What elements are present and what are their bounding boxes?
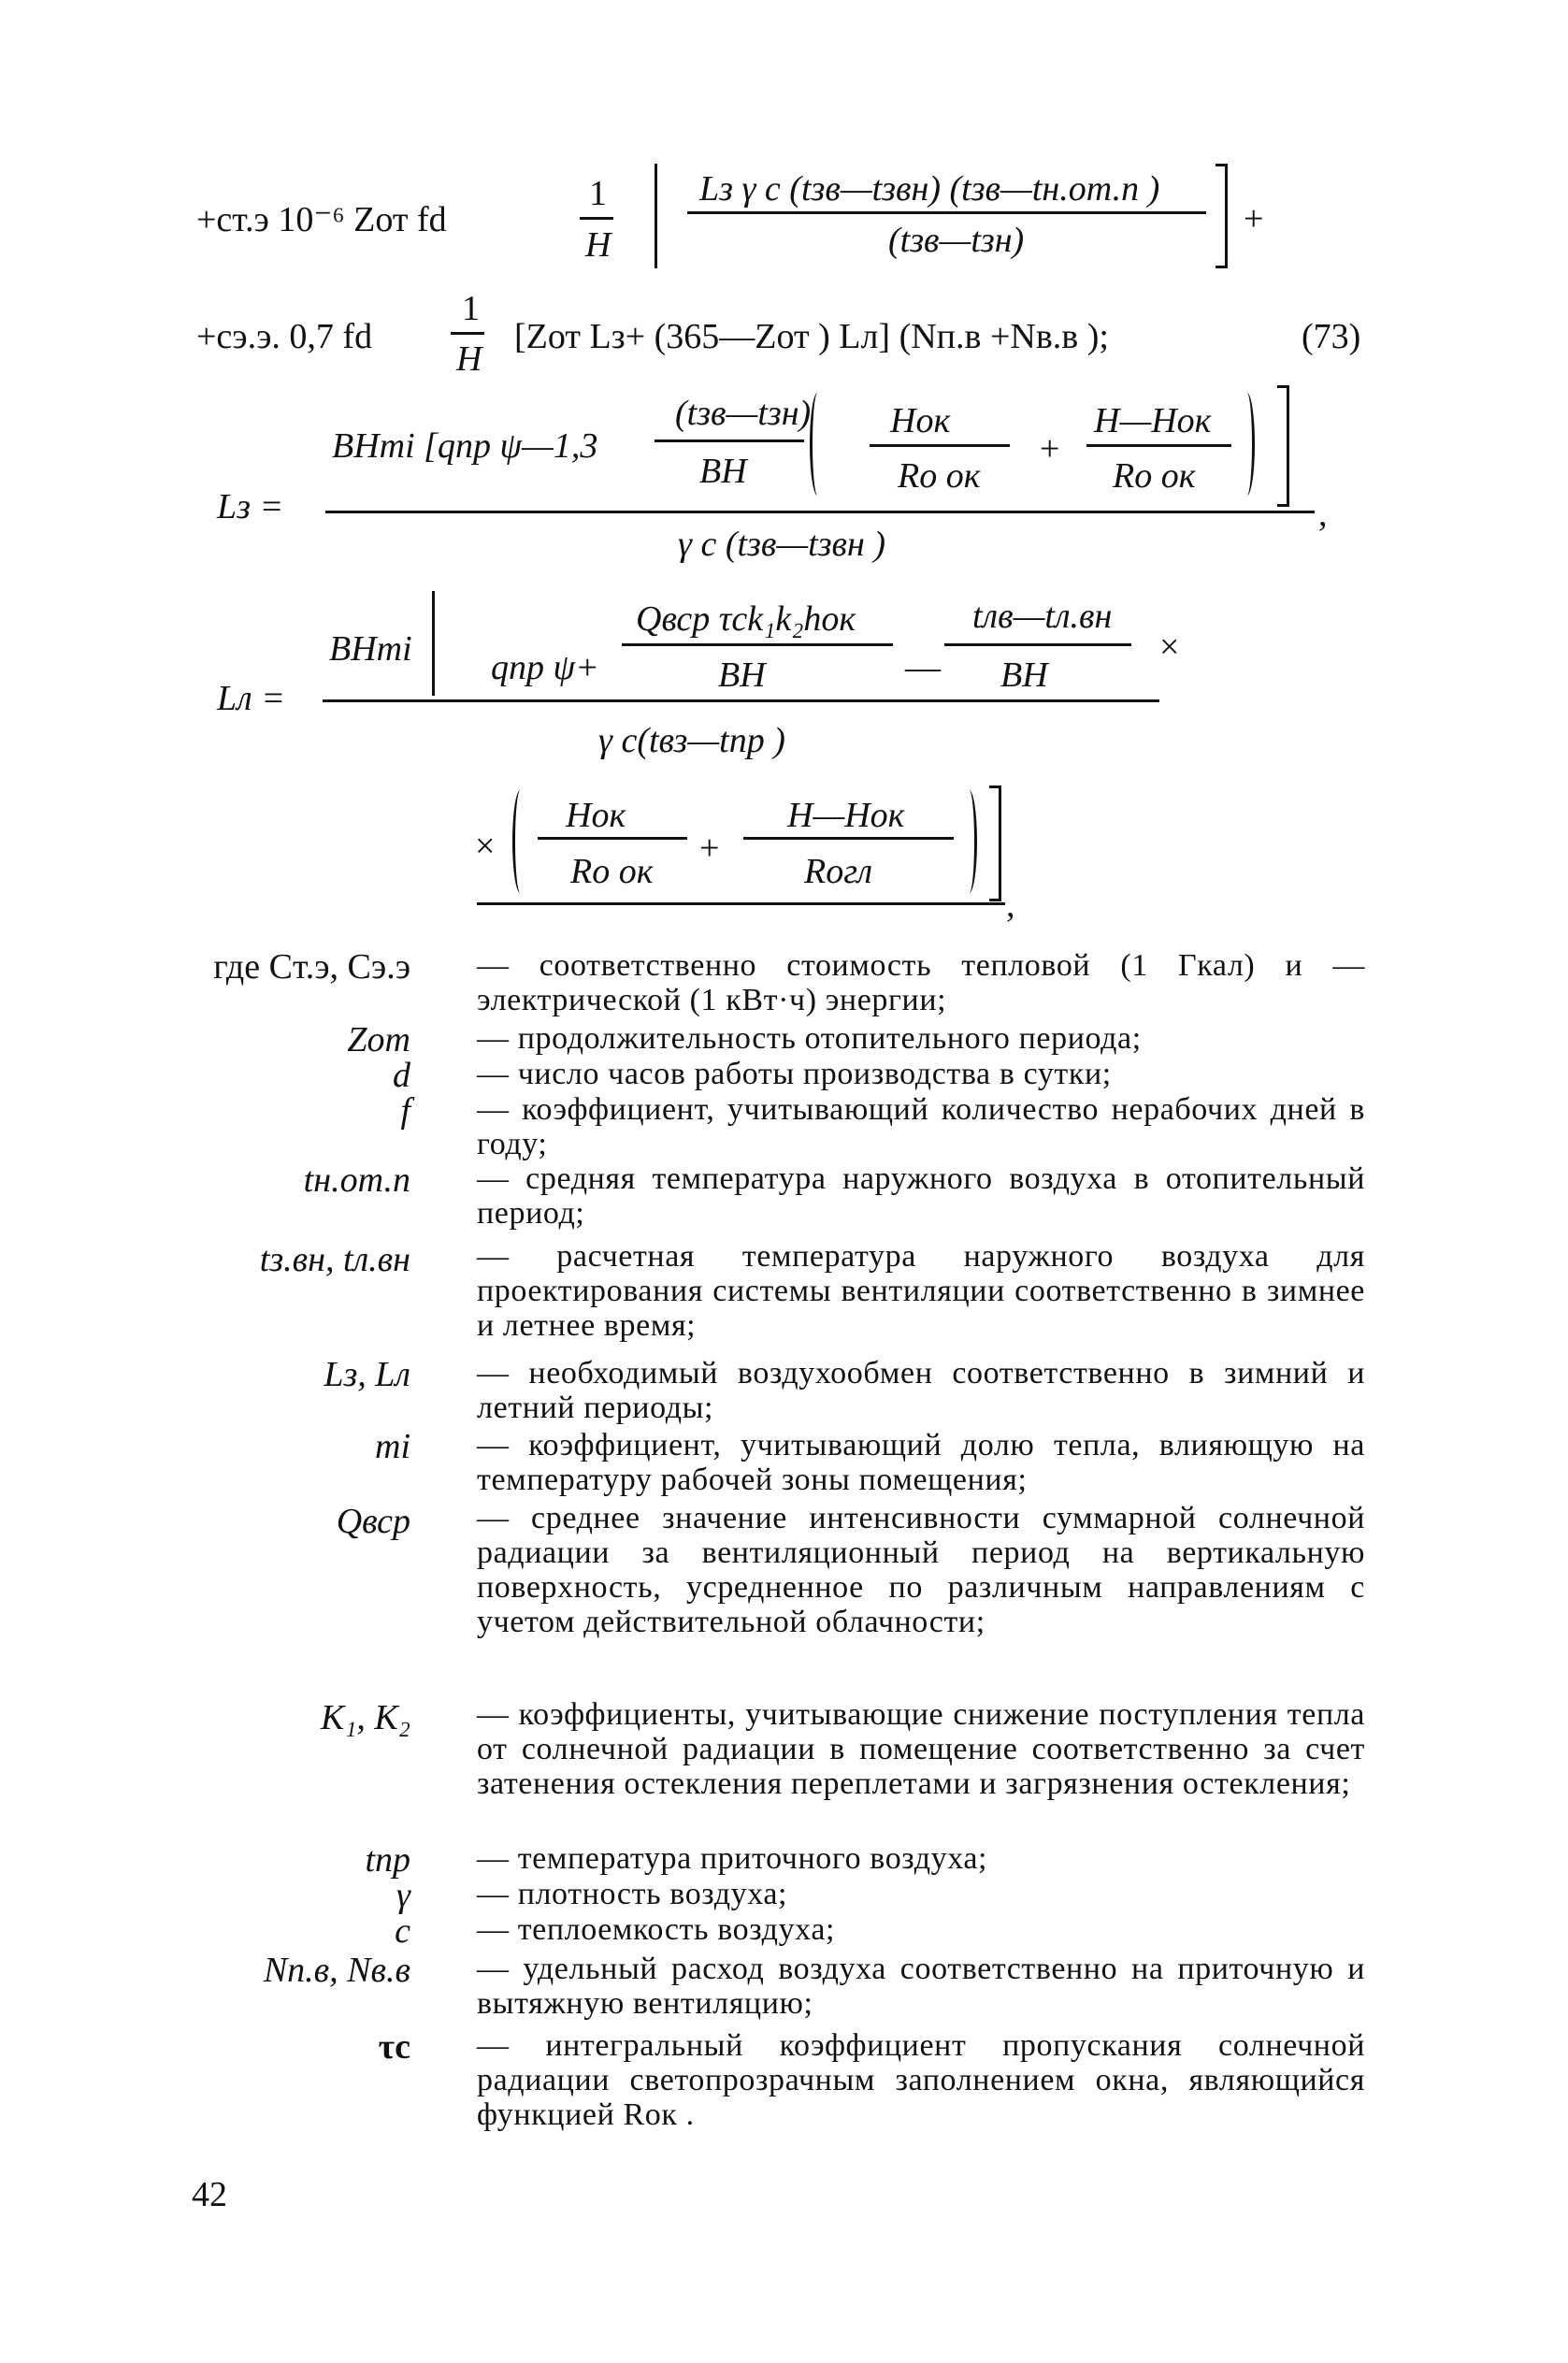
formula-lz-h1-num: Hок: [890, 401, 951, 440]
fraction-bar: [870, 444, 1010, 447]
definition-text: — коэффициент, учитывающий долю тепла, влияющую на температуру рабочей зоны помещения;: [477, 1428, 1365, 1497]
page-number: 42: [192, 2175, 227, 2214]
paren-left: [810, 393, 826, 496]
formula-ll-f2-den: BH: [1000, 656, 1048, 695]
formula-lz-h2-num: H—Hок: [1094, 401, 1212, 440]
fraction-bar: [743, 837, 954, 840]
formula-lz-h2-den: Rо ок: [1113, 456, 1196, 496]
definition-symbol: d: [393, 1056, 410, 1095]
formula-lz-plus: +: [1040, 429, 1060, 468]
formula-73-row1-big-num: Lз γ c (tзв—tзвн) (tзв—tн.от.п ): [699, 169, 1160, 209]
formula-ll-h1-den: Rо ок: [570, 852, 654, 891]
formula-73-row1-suffix: +: [1244, 199, 1264, 238]
formula-73-row2-frac-den: H: [456, 339, 482, 379]
underline-bar: [477, 902, 1005, 905]
definition-symbol: tн.от.п: [303, 1160, 410, 1200]
definition-text: — температура приточного воздуха;: [477, 1841, 988, 1876]
definition-symbol: τc: [378, 2027, 410, 2067]
definition-symbol: K₁, K₂: [320, 1698, 410, 1737]
formula-ll-h2-num: H—Hок: [787, 796, 905, 835]
formula-73-row1-frac-den: H: [585, 225, 611, 265]
fraction-bar: [580, 217, 613, 220]
fraction-bar: [655, 439, 804, 442]
fraction-bar: [1086, 444, 1231, 447]
formula-ll-times: ×: [1159, 627, 1180, 667]
bracket-right: [1216, 164, 1228, 268]
fraction-bar: [451, 332, 484, 335]
definition-text: — необходимый воздухообмен соответственно в зимний и летний периоды;: [477, 1356, 1365, 1425]
definition-symbol: где Cт.э, Cэ.э: [213, 947, 410, 987]
formula-lz-h1-den: Rо ок: [898, 456, 981, 496]
formula-ll-f2-num: tлв—tл.вн: [972, 597, 1113, 636]
definition-symbol: mi: [375, 1427, 410, 1466]
formula-ll-lhs: Lл =: [217, 679, 285, 718]
formula-ll-h1-num: Hок: [566, 796, 626, 835]
formula-73-row1-frac-num: 1: [589, 174, 607, 213]
definition-text: — средняя температура наружного воздуха в отопительный период;: [477, 1161, 1365, 1231]
bracket-left: [432, 591, 435, 696]
definition-text: — расчетная температура наружного воздуха для проектирования системы вентиляции соответственно в зимнее и летнее время;: [477, 1239, 1365, 1343]
formula-73-row1-big-den: (tзв—tзн): [888, 221, 1025, 260]
definition-symbol: Qвср: [336, 1502, 410, 1541]
definition-text: — плотность воздуха;: [477, 1877, 788, 1911]
formula-lz-den: γ c (tзв—tзвн ): [678, 525, 886, 564]
formula-73-row1-prefix: +cт.э 10⁻⁶ Zот fd: [196, 200, 447, 239]
definition-text: — продолжительность отопительного периода;: [477, 1021, 1142, 1056]
definition-symbol: Zот: [347, 1020, 410, 1059]
definition-symbol: Lз, Lл: [324, 1355, 410, 1394]
fraction-bar: [622, 643, 893, 646]
paren-right: [1239, 393, 1255, 496]
equation-number: (73): [1302, 317, 1361, 356]
definition-text: — среднее значение интенсивности суммарной солнечной радиации за вентиляционный период на вертикальную поверхность, усредненное по различным направлениям с учетом действительной облачности;: [477, 1501, 1365, 1639]
formula-ll-f1-den: BH: [718, 656, 766, 695]
fraction-bar: [944, 643, 1131, 646]
definition-symbol: Nп.в, Nв.в: [263, 1951, 410, 1990]
formula-73-row2-body: [Zот Lз+ (365—Zот ) Lл] (Nп.в +Nв.в );: [514, 317, 1109, 356]
formula-ll-f1-num: Qвср τck₁k₂hок: [636, 599, 856, 639]
paren-left: [512, 790, 528, 893]
definition-text: — коэффициенты, учитывающие снижение поступления тепла от солнечной радиации в помещение соответственно за счет затенения остекления переплетами и загрязнения остекления;: [477, 1697, 1365, 1801]
bracket-right: [989, 785, 1001, 901]
formula-lz-comma: ,: [1318, 495, 1328, 534]
main-fraction-bar: [323, 699, 1159, 702]
formula-73-row2-prefix: +cэ.э. 0,7 fd: [196, 317, 373, 356]
definition-text: — теплоемкость воздуха;: [477, 1912, 836, 1947]
fraction-bar: [538, 837, 687, 840]
definition-symbol: γ: [396, 1876, 410, 1915]
fraction-bar: [687, 211, 1206, 214]
formula-ll-q-part: qпр ψ+: [491, 648, 599, 687]
definition-symbol: f: [400, 1091, 410, 1131]
formula-ll-comma: ,: [1006, 886, 1015, 925]
definition-text: — интегральный коэффициент пропускания солнечной радиации светопрозрачным заполнением окна, являющийся функцией Rок .: [477, 2028, 1365, 2132]
paren-right: [961, 790, 977, 893]
formula-ll-h2-den: Rогл: [804, 852, 873, 891]
definition-symbol: tпр: [365, 1840, 410, 1880]
formula-ll-times2: ×: [475, 827, 496, 866]
bracket-right: [1277, 385, 1289, 507]
formula-lz-frac-den: BH: [699, 452, 747, 491]
formula-lz-frac-num: (tзв—tзн): [675, 394, 812, 433]
bracket-left: [655, 164, 657, 268]
formula-ll-den: γ c(tвз—tпр ): [598, 721, 785, 760]
formula-ll-minus: —: [905, 648, 941, 687]
definition-symbol: c: [395, 1911, 410, 1951]
definition-text: — число часов работы производства в сутки;: [477, 1057, 1112, 1091]
definition-symbol: tз.вн, tл.вн: [259, 1240, 410, 1279]
definition-text: — соответственно стоимость тепловой (1 Гкал) и — электрической (1 кВт·ч) энергии;: [477, 948, 1365, 1017]
definition-text: — коэффициент, учитывающий количество нерабочих дней в году;: [477, 1092, 1365, 1161]
formula-lz-num-start: BHmi [qпр ψ—1,3: [332, 426, 598, 466]
formula-lz-lhs: Lз =: [217, 487, 284, 526]
definition-text: — удельный расход воздуха соответственно на приточную и вытяжную вентиляцию;: [477, 1952, 1365, 2021]
formula-ll-num-start: BHmi: [329, 629, 412, 669]
formula-ll-plus: +: [699, 828, 720, 868]
formula-73-row2-frac-num: 1: [462, 289, 480, 328]
main-fraction-bar: [325, 511, 1315, 513]
